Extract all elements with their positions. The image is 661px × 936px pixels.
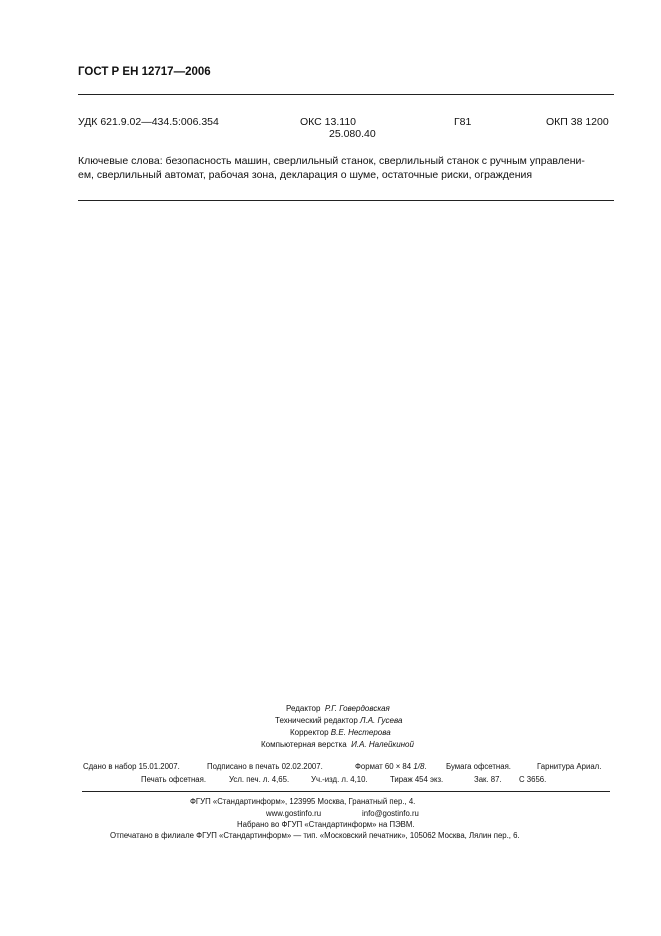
credit-editor: Редактор Р.Г. Говердовская [286,704,390,713]
keywords-divider [78,200,614,201]
oks-code-1: ОКС 13.110 [300,116,357,128]
credit-proofreader: Корректор В.Е. Нестерова [290,728,391,737]
print-run: Тираж 454 экз. [390,775,444,784]
typeset-date: Сдано в набор 15.01.2007. [83,762,180,771]
publisher-email[interactable]: info@gostinfo.ru [362,809,419,818]
printed-note: Отпечатано в филиале ФГУП «Стандартинформ» — тип. «Московский печатник», 105062 Москва, Лялин пер., 6. [110,831,520,840]
order-number: Зак. 87. [474,775,502,784]
typeface: Гарнитура Ариал. [537,762,602,771]
standard-code: ГОСТ Р ЕН 12717—2006 [78,66,211,78]
print-method: Печать офсетная. [141,775,207,784]
keywords-line-2: ем, сверлильный автомат, рабочая зона, декларация о шуме, остаточные риски, ограждения [78,169,533,181]
top-divider [78,94,614,95]
keywords [78,154,614,182]
publisher-site[interactable]: www.gostinfo.ru [266,809,322,818]
publisher-divider [82,791,610,792]
credit-tech-editor: Технический редактор Л.А. Гусева [275,716,403,725]
credit-layout: Компьютерная верстка И.А. Налейкиной [261,740,414,749]
keywords-line-1: Ключевые слова: безопасность машин, сверлильный станок, сверлильный станок с ручным управлени- [78,155,585,167]
group-code: Г81 [454,116,472,128]
udk-code: УДК 621.9.02—434.5:006.354 [78,116,219,128]
format: Формат 60 × 84 1/8. [355,762,427,771]
publisher-address: ФГУП «Стандартинформ», 123995 Москва, Гранатный пер., 4. [190,797,416,806]
typeset-note: Набрано во ФГУП «Стандартинформ» на ПЭВМ. [237,820,415,829]
pub-sheets: Уч.-изд. л. 4,10. [311,775,368,784]
signed-date: Подписано в печать 02.02.2007. [207,762,323,771]
print-code: С 3656. [519,775,547,784]
okp-code: ОКП 38 1200 [546,116,609,128]
print-sheets: Усл. печ. л. 4,65. [229,775,290,784]
oks-code-2: 25.080.40 [329,128,376,140]
paper: Бумага офсетная. [446,762,511,771]
